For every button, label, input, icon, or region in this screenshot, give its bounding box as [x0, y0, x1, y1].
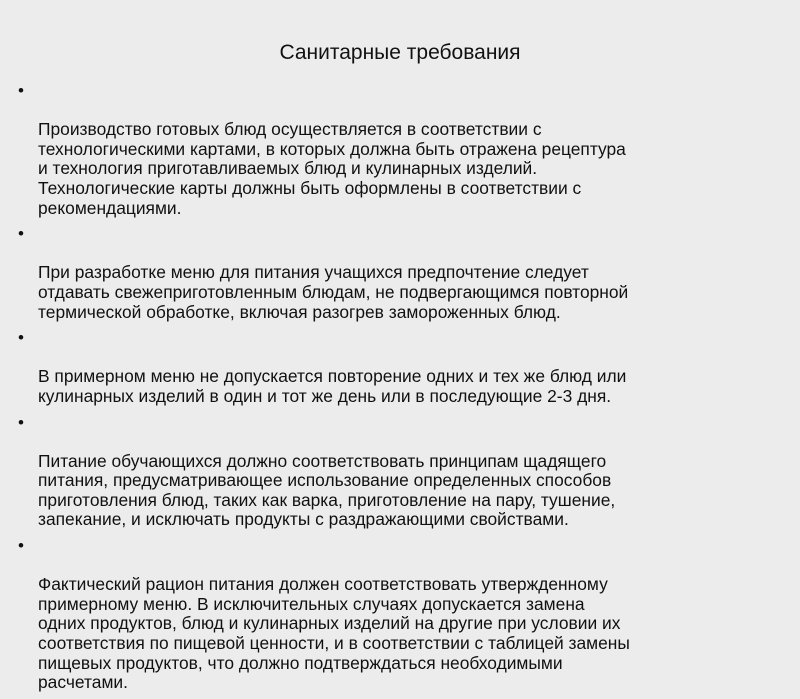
- slide-title: Санитарные требования: [279, 41, 521, 64]
- bullet-text: Производство готовых блюд осуществляется в соответствии с технологическими картами, в которых должна быть отражена рецептура и технология приготавливаемых блюд и кулинарных изделий. Технологические карты должны быть оформлены в соответствии с рекомендациями.: [38, 119, 626, 218]
- bullet-icon: •: [18, 536, 24, 556]
- bullet-text: При разработке меню для питания учащихся предпочтение следует отдавать свежеприготовленным блюдам, не подвергающимся повторной термической обработке, включая разогрев замороженных блюд.: [38, 262, 629, 322]
- bullet-icon: •: [18, 224, 24, 244]
- bullet-icon: •: [18, 412, 24, 432]
- bullet-item: [14, 413, 786, 531]
- bullet-text: В примерном меню не допускается повторение одних и тех же блюд или кулинарных изделий в один и тот же день или в последующие 2-3 дня.: [38, 366, 627, 406]
- bullet-text: Фактический рацион питания должен соответствовать утвержденному примерному меню. В исключительных случаях допускается замена одних продуктов, блюд и кулинарных изделий на другие при условии их соответствия по пищевой ценности, и в соответствии с таблицей замены пищевых продуктов, что должно подтверждаться необходимыми расчетами.: [38, 574, 630, 693]
- bullet-item: [14, 224, 786, 322]
- bullet-icon: •: [18, 81, 24, 100]
- bullet-list: [14, 81, 786, 699]
- bullet-item: [14, 328, 786, 406]
- bullet-text: Питание обучающихся должно соответствовать принципам щадящего питания, предусматривающее использование определенных способов приготовления блюд, таких как варка, приготовление на пару, тушение, запекание, и исключать продукты с раздражающими свойствами.: [38, 450, 616, 530]
- bullet-item: [14, 536, 786, 693]
- bullet-item: [14, 81, 786, 218]
- bullet-icon: •: [18, 328, 24, 348]
